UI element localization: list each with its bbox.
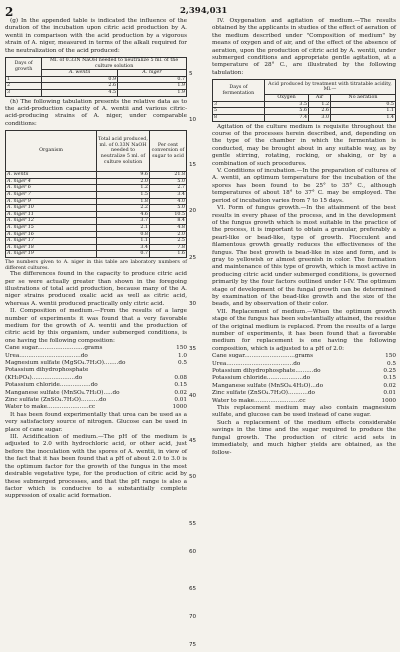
paragraph-ii: II. Composition of medium.—From the results of a large number of experiments it was found that a very favorable medium for the growth of A. wentii and the production of citric acid by this organism, under submerged conditions, is one having the following composition: (5, 308, 187, 344)
table-cell: 8.4 (150, 218, 187, 225)
list-item (5, 390, 187, 397)
table-cell: 2.6 (42, 83, 118, 90)
ingredient-quantity: 0.02 (383, 382, 396, 389)
unit-label: do (80, 352, 88, 359)
table-cell: 2.5 (150, 238, 187, 245)
table-cell: 10.5 (150, 211, 187, 218)
ingredient-name (5, 375, 153, 382)
unit-label: grams (84, 345, 103, 352)
leader-dots: ............................ (244, 353, 295, 360)
leader-dots: ......................... (254, 397, 300, 404)
line-number: 40 (189, 393, 197, 399)
table-header: Acid produced by treatment with titratable acidity, Ml.— (264, 80, 395, 95)
paragraph-g: (g) In the appended table is indicated the influence of the duration of the incubation upon citric acid production by A. wentii in comparison with the acid production by a vigorous strain of A. niger, measured in terms of the alkali required for the neutralization of the acid produced: (5, 18, 187, 54)
leader-dots: .................................. (19, 352, 81, 359)
table-cell: 5.0 (150, 178, 187, 185)
ingredient-label: Urea (5, 352, 20, 359)
ingredient-name (212, 375, 362, 382)
ingredient-quantity (153, 367, 187, 374)
patent-number: 2,394,031 (180, 6, 228, 16)
paragraph-such: Such a replacement of the medium effects considerable savings in the time and the sugar required to produce the fungal growth. The production of citric acid sets in immediately, and much higher yields are obtained, as the follow- (212, 419, 396, 456)
table-cell: 0.9 (42, 76, 118, 83)
leader-dots: ....................... (47, 404, 89, 411)
ingredient-label: Magnesium sulfate (MgSO₄.7H₂O) (5, 360, 104, 366)
unit-label: cc (88, 404, 96, 411)
table-cell: 1.5 (97, 192, 150, 199)
left-column (5, 18, 187, 501)
table-cell: A. niger 6 (6, 185, 97, 192)
table-row (6, 178, 187, 185)
line-number: 65 (189, 586, 197, 592)
table-row (6, 244, 187, 251)
table-cell: 7.4 (264, 115, 308, 122)
ingredient-name (5, 360, 153, 367)
line-number: 75 (189, 642, 197, 648)
list-item (212, 368, 396, 375)
table-cell: A. niger 11 (6, 211, 97, 218)
table-cell: 4.0 (150, 198, 187, 205)
ingredient-label: Potassium chloride (5, 382, 60, 389)
leader-dots: ... (310, 382, 316, 389)
unit-label: do (293, 360, 301, 367)
unit-label: grams (294, 353, 313, 360)
table-row (6, 224, 187, 231)
table-cell: A. niger 15 (6, 224, 97, 231)
right-column (212, 18, 396, 457)
line-number: 30 (189, 301, 197, 307)
table-row (213, 101, 396, 108)
table-cell: 1.8 (97, 198, 150, 205)
line-number: 15 (189, 162, 197, 168)
table-cell: 5 (213, 108, 265, 115)
leader-dots: ........... (288, 390, 308, 397)
table-cell: A. niger 17 (6, 238, 97, 245)
table-cell: A. niger 10 (6, 205, 97, 212)
unit-label: do (313, 368, 321, 375)
unit-label: do (99, 397, 107, 404)
table-cell: 3.7 (97, 218, 150, 225)
paragraph-v: V. Conditions of incubation.—In the preparation of cultures of A. wentii, an optimum temperature for the incubation of the spores has been found to be 25° to 35° C., although temperatures of about 18° to 37° C. may be employed. The period of incubation varies from 7 to 15 days. (212, 168, 396, 204)
table-cell: 1.9 (118, 90, 187, 97)
ingredient-quantity: 0.15 (174, 382, 187, 389)
ingredient-label: (KH₂PO₄) (5, 374, 32, 381)
table-cell: A. niger 19 (6, 251, 97, 258)
ingredient-name (5, 390, 153, 397)
table-cell: 1.6 (150, 251, 187, 258)
leader-dots: .......... (295, 368, 314, 375)
unit-label: do (303, 375, 311, 382)
table-cell: 3.5 (264, 101, 308, 108)
table-cell: 0.8 (97, 231, 150, 238)
table-header: A. wentii (42, 70, 118, 77)
table-cell: 1.1 (331, 108, 396, 115)
table-cell: 1.9 (118, 83, 187, 90)
line-number: 35 (189, 346, 197, 352)
line-number: 10 (189, 117, 197, 123)
paragraph-urea: It has been found experimentally that urea can be used as a very satisfactory source of nitrogen. Glucose can be used in place of cane sugar. (5, 411, 187, 433)
list-item (212, 353, 396, 360)
paragraph-iv: IV. Oxygenation and agitation of medium.—The results obtained by the applicants in studies of the effect of aeration of the medium described under "Composition of medium" by means of oxygen and of air, and of the effect of the absence of aeration, upon the production of citric acid by A. wentii, under submerged conditions and appropriate gentle agitation, at a temperature of 28° C., are illustrated by the following tabulation: (212, 18, 396, 76)
list-item (5, 397, 187, 404)
ingredient-label: Zinc sulfate (ZnSO₄.7H₂O) (212, 390, 289, 397)
ingredient-quantity: 1000 (172, 404, 187, 411)
table-header: Per cent conversion of sugar to acid (150, 131, 187, 172)
table-cell: 21.8 (150, 172, 187, 179)
table-cell: A. niger 12 (6, 218, 97, 225)
ingredient-label: Water to make (5, 404, 48, 411)
table-row (6, 83, 187, 90)
table-acid-by-days (5, 57, 187, 97)
unit-label: do (118, 360, 126, 366)
table-cell: 0.5 (331, 101, 396, 108)
leader-dots: ................. (59, 382, 91, 389)
list-item (5, 353, 187, 360)
table-cell: 7.8 (150, 244, 187, 251)
list-item (5, 382, 187, 389)
table-cell: 2.7 (150, 185, 187, 192)
list-item (5, 367, 187, 374)
table-row (213, 115, 396, 122)
paragraph-vii: VII. Replacement of medium.—When the optimum growth stage of the fungus has been substantially attained, the residue of the original medium is replaced. From the results of a large number of experiments, it has been found that a favorable medium for replacement is one having the following composition, which is adjusted to a pH of 2.0: (212, 308, 396, 352)
ingredient-label: Potassium dihydrophosphate (212, 368, 296, 375)
table-row (6, 198, 187, 205)
table-row (213, 108, 396, 115)
table-cell: 3.4 (97, 244, 150, 251)
table-row (6, 76, 187, 83)
ingredient-quantity: 150 (385, 353, 396, 360)
table-cell: 2.6 (309, 108, 331, 115)
ingredient-name (5, 382, 153, 389)
unit-label: cc (299, 397, 306, 404)
table-header: No aeration (331, 95, 396, 102)
line-number: 70 (189, 614, 197, 620)
ingredient-label: Manganese sulfate (MnSO₄.7H₂O) (5, 389, 104, 396)
table-cell: 1.2 (309, 101, 331, 108)
table-row (6, 172, 187, 179)
unit-label: do (307, 390, 315, 397)
ingredient-name (212, 390, 362, 397)
leader-dots: .................... (266, 375, 304, 382)
ingredient-quantity: 0.5 (386, 360, 396, 367)
list-item (212, 361, 396, 368)
table-header: Total acid produced, ml. of 0.33N NaOH needed to neutralize 5 ml. of culture solution (97, 131, 150, 172)
table-header: Organism (6, 131, 97, 172)
leader-dots: .......... (81, 397, 100, 404)
table-cell: A. niger 18 (6, 244, 97, 251)
ingredient-name (212, 368, 362, 375)
table-row (6, 251, 187, 258)
table-row (6, 218, 187, 225)
table-cell: 3 (213, 101, 265, 108)
unit-label: do (112, 389, 120, 396)
table-cell: 2.1 (97, 224, 150, 231)
table-cell: A. niger 16 (6, 231, 97, 238)
ingredient-label: Water to make (212, 397, 255, 404)
table-row (6, 211, 187, 218)
table-cell: 4.6 (97, 211, 150, 218)
table-cell: 1.2 (97, 185, 150, 192)
table-cell: 4.5 (42, 90, 118, 97)
list-item (212, 398, 396, 405)
table-row (6, 231, 187, 238)
table-row (6, 238, 187, 245)
table-header: Oxygen (264, 95, 308, 102)
table-cell: 3.4 (150, 192, 187, 199)
table-cell: 1 (6, 76, 42, 83)
ingredient-name (5, 404, 153, 411)
table-cell: A. niger 9 (6, 198, 97, 205)
ingredient-name (212, 398, 362, 405)
page-number: 2 (5, 5, 14, 19)
ingredient-quantity: 0.15 (383, 375, 396, 382)
composition-list-2 (212, 353, 396, 405)
ingredient-label: Potassium dihydrophosphate (5, 367, 89, 374)
table-cell: 3 (6, 90, 42, 97)
table-cell: 2.0 (97, 178, 150, 185)
unit-label: do (75, 374, 83, 381)
ingredient-quantity: 0.01 (174, 397, 187, 404)
list-item (5, 360, 187, 367)
ingredient-name (212, 353, 362, 360)
table-header: Air (309, 95, 331, 102)
ingredient-name (5, 397, 153, 404)
table-aeration (212, 79, 396, 121)
unit-label: do (315, 382, 323, 389)
ingredient-label: Cane sugar (212, 353, 245, 360)
ingredient-label: Manganese sulfate (MnSO₄.4H₂O) (212, 382, 311, 389)
table-organisms (5, 130, 187, 258)
table-row (6, 205, 187, 212)
ingredient-quantity: 0.25 (383, 368, 396, 375)
table-header: A. niger (118, 70, 187, 77)
ingredient-quantity: 150 (176, 345, 187, 352)
ingredient-label: Cane sugar (5, 345, 38, 352)
table-header: Ml. of 0.33N NaOH needed to neutralize 5 ml. of the culture solution (42, 58, 187, 70)
leader-dots: ..... (103, 389, 113, 396)
line-number: 25 (189, 255, 197, 261)
table-cell: 0.7 (118, 76, 187, 83)
list-item (5, 375, 187, 382)
ingredient-label: Potassium chloride (212, 375, 267, 382)
table-cell: 5.0 (150, 205, 187, 212)
table-row (6, 90, 187, 97)
ingredient-name (5, 345, 153, 352)
list-item (212, 390, 396, 397)
table-cell: A. wentii (6, 172, 97, 179)
line-number: 55 (189, 521, 197, 527)
list-item (212, 375, 396, 382)
ingredient-quantity: 0.5 (177, 360, 187, 366)
paragraph-vi: VI. Form of fungus growth.—In the attainment of the best results in every phase of the process, and in the development of the fungus growth which is most suitable in the practice of the process, it is important to obtain a granular, preferably a pearl-like or bead-like, type of growth. Flocculent and filamentous growth greatly reduces the effectiveness of the fungus. The best growth is bead-like in size and form, and is gray to yellowish or almost greenish in color. The formation and maintenance of this type of growth, which is most active in producing citric acid under submerged conditions, is governed primarily by the four factors outlined under I-IV. The optimum stage of development of the fungal growth can be determined by examination of the bead-like growth and the size of the beads, and by observation of their color. (212, 205, 396, 308)
line-number: 5 (189, 71, 193, 77)
ingredient-quantity: 0.01 (383, 390, 396, 397)
table-row (6, 185, 187, 192)
composition-list-1 (5, 345, 187, 412)
table-cell: 8 (213, 115, 265, 122)
table-cell: 2 (6, 83, 42, 90)
table-cell: 5.6 (264, 108, 308, 115)
ingredient-quantity: 0.08 (174, 374, 187, 381)
list-item (5, 345, 187, 352)
line-number: 20 (189, 208, 197, 214)
ingredient-quantity: 0.02 (174, 389, 187, 396)
table-row (6, 192, 187, 199)
line-number: 45 (189, 438, 197, 444)
table-cell: 4.8 (150, 224, 187, 231)
paragraph-h: (h) The following tabulation presents the relative data as to the acid-production capacity of A. wentii and various citric-acid-producing strains of A. niger, under comparable conditions: (5, 98, 187, 127)
table-cell: 2.2 (97, 205, 150, 212)
ingredient-quantity: 1000 (381, 397, 396, 404)
ingredient-name (5, 367, 153, 374)
leader-dots: ..................................... (226, 360, 294, 367)
table-cell: A. niger 7 (6, 192, 97, 199)
paragraph-iii: III. Acidification of medium.—The pH of the medium is adjusted to 2.0 with hydrochloric acid, or other acid, just before the inoculation with the spores of A. wentii, in view of the fact that it has been found that a pH of about 2.0 to 3.0 is the optimum factor for the growth of the fungus in the most desirable vegetative type, for the production of citric acid by these submerged processes, and that the pH range is also a factor which is conducive to a substantially complete suppression of oxalic acid formation. (5, 434, 187, 500)
paragraph-agitation: Agitation of the culture medium is requisite throughout the course of the processes herein described, and, depending on the type of the chamber in which the fermentation is conducted, may be brought about in any suitable way, as by gentle stirring, rotating, rocking, or shaking, or by a combination of such procedures. (212, 123, 396, 167)
ingredient-label: Urea (212, 360, 227, 367)
table-cell: 2.0 (150, 231, 187, 238)
unit-label: do (90, 382, 98, 389)
page-header (5, 5, 395, 19)
table-header: Days of fermentation (213, 80, 265, 102)
table-cell: 0.7 (97, 251, 150, 258)
leader-dots: ........................ (31, 374, 76, 381)
table-footnote: The numbers given to A. niger in this table are laboratory numbers of different cultures. (5, 259, 187, 271)
table-header: Days of growth (6, 58, 42, 77)
list-item (5, 404, 187, 411)
table-cell: 9.6 (97, 172, 150, 179)
table-cell: 3.0 (309, 115, 331, 122)
leader-dots: .......................... (37, 345, 85, 352)
ingredient-name (212, 361, 362, 368)
table-cell: A. niger 4 (6, 178, 97, 185)
paragraph-replacement: This replacement medium may also contain magnesium sulfate, and glucose can be used instead of cane sugar. (212, 405, 396, 419)
table-cell: 1.1 (97, 238, 150, 245)
ingredient-label: Zinc sulfate (ZnSO₄.7H₂O) (5, 397, 82, 404)
ingredient-name (5, 353, 153, 360)
leader-dots: ........ (103, 360, 119, 366)
paragraph-differences: The differences found in the capacity to produce citric acid per se were actually greater than shown in the foregoing illustrations of total acid production, because many of the A. niger strains produced oxalic acid as well as citric acid, whereas A. wentii produced practically only citric acid. (5, 271, 187, 307)
line-number: 50 (189, 474, 197, 480)
table-cell: 1.4 (331, 115, 396, 122)
ingredient-quantity: 1.0 (177, 352, 187, 359)
line-number: 60 (189, 549, 197, 555)
